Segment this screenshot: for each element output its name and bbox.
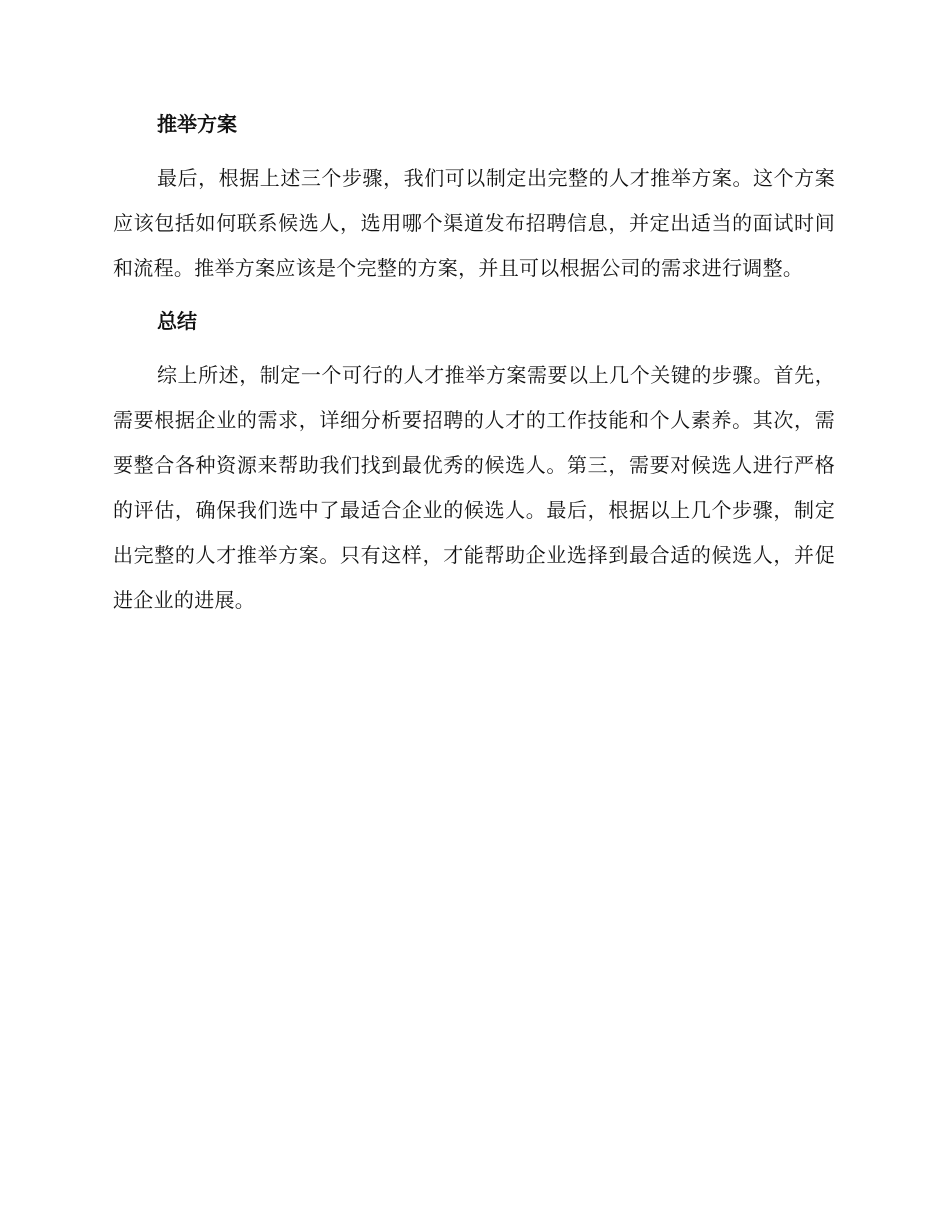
section-heading-recommendation-plan: 推举方案 [157, 112, 237, 136]
paragraph-recommendation-plan: 最后，根据上述三个步骤，我们可以制定出完整的人才推举方案。这个方案应该包括如何联系候选人，选用哪个渠道发布招聘信息，并定出适当的面试时间和流程。推举方案应该是个完整的方案，并且可以根据公司的需求进行调整。 [113, 166, 835, 280]
section-heading-summary: 总结 [157, 309, 197, 333]
document-page [113, 110, 835, 639]
section-recommendation-plan [113, 110, 835, 291]
section-summary [113, 307, 835, 623]
paragraph-summary: 综上所述，制定一个可行的人才推举方案需要以上几个关键的步骤。首先，需要根据企业的需求，详细分析要招聘的人才的工作技能和个人素养。其次，需要整合各种资源来帮助我们找到最优秀的候选人。第三，需要对候选人进行严格的评估，确保我们选中了最适合企业的候选人。最后，根据以上几个步骤，制定出完整的人才推举方案。只有这样，才能帮助企业选择到最合适的候选人，并促进企业的进展。 [113, 363, 835, 612]
